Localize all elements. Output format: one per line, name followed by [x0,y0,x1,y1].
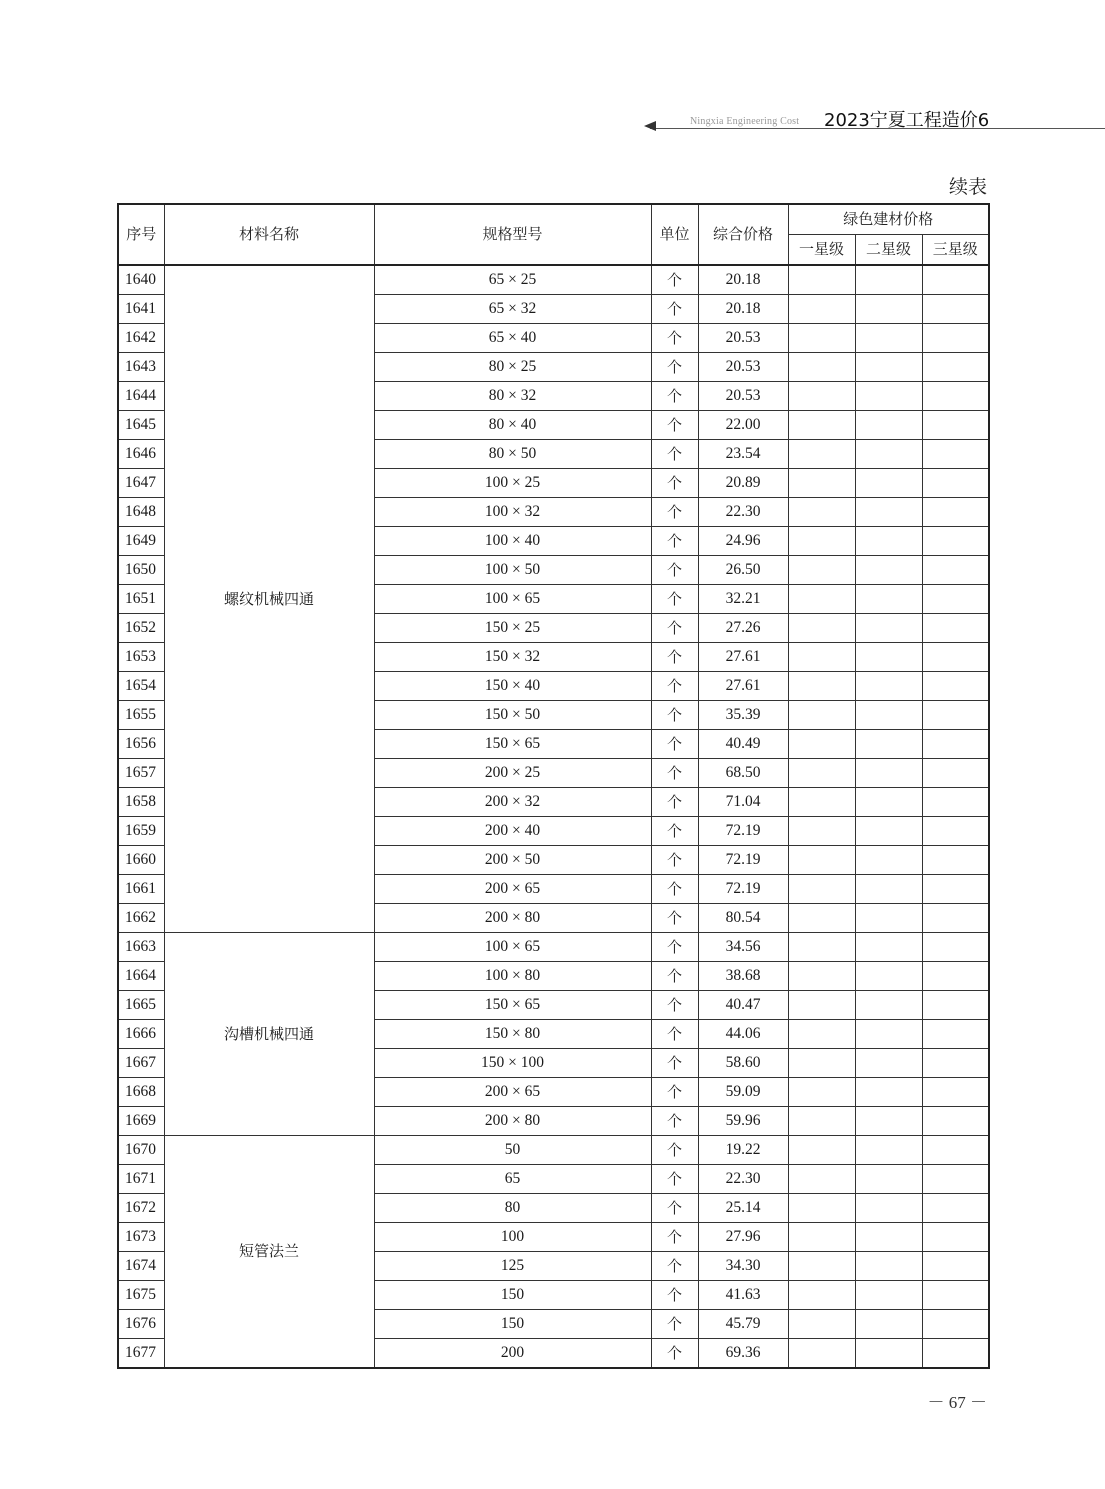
row-star1-price [788,1136,855,1165]
row-price: 35.39 [698,701,788,730]
row-star2-price [855,788,922,817]
row-spec: 150 × 25 [374,614,651,643]
table-body [118,265,989,1368]
col-header-name: 材料名称 [164,204,374,265]
row-price: 32.21 [698,585,788,614]
row-star2-price [855,817,922,846]
row-star3-price [922,1107,989,1136]
col-header-star2: 二星级 [855,235,922,266]
row-spec: 65 × 32 [374,295,651,324]
row-star3-price [922,1252,989,1281]
row-unit: 个 [651,701,698,730]
row-index: 1665 [118,991,164,1020]
row-index: 1667 [118,1049,164,1078]
row-star3-price [922,614,989,643]
row-star1-price [788,788,855,817]
row-index: 1649 [118,527,164,556]
row-star2-price [855,411,922,440]
row-star3-price [922,1194,989,1223]
row-price: 41.63 [698,1281,788,1310]
row-star1-price [788,846,855,875]
row-unit: 个 [651,730,698,759]
row-index: 1647 [118,469,164,498]
row-star3-price [922,817,989,846]
row-spec: 65 × 40 [374,324,651,353]
row-star1-price [788,730,855,759]
row-unit: 个 [651,440,698,469]
row-index: 1658 [118,788,164,817]
row-index: 1644 [118,382,164,411]
row-index: 1666 [118,1020,164,1049]
row-star2-price [855,962,922,991]
row-spec: 150 × 40 [374,672,651,701]
row-star2-price [855,382,922,411]
row-price: 20.89 [698,469,788,498]
row-spec: 200 × 65 [374,875,651,904]
row-star2-price [855,672,922,701]
row-star3-price [922,469,989,498]
row-index: 1661 [118,875,164,904]
row-star1-price [788,875,855,904]
row-unit: 个 [651,1136,698,1165]
row-spec: 100 × 32 [374,498,651,527]
row-spec: 200 × 40 [374,817,651,846]
row-spec: 80 × 40 [374,411,651,440]
row-star2-price [855,295,922,324]
row-unit: 个 [651,1223,698,1252]
row-star2-price [855,1339,922,1369]
row-star3-price [922,672,989,701]
col-header-price: 综合价格 [698,204,788,265]
row-price: 19.22 [698,1136,788,1165]
row-index: 1676 [118,1310,164,1339]
row-price: 22.30 [698,1165,788,1194]
header-english-title: Ningxia Engineering Cost [690,116,800,127]
row-price: 26.50 [698,556,788,585]
row-spec: 150 × 50 [374,701,651,730]
row-index: 1645 [118,411,164,440]
row-star3-price [922,643,989,672]
row-unit: 个 [651,933,698,962]
row-unit: 个 [651,1252,698,1281]
row-star3-price [922,933,989,962]
row-price: 24.96 [698,527,788,556]
material-name: 沟槽机械四通 [164,933,374,1136]
material-name: 短管法兰 [164,1136,374,1369]
row-star3-price [922,991,989,1020]
row-star2-price [855,1310,922,1339]
row-price: 59.09 [698,1078,788,1107]
row-star2-price [855,1223,922,1252]
row-star2-price [855,469,922,498]
row-spec: 150 × 80 [374,1020,651,1049]
row-star3-price [922,1223,989,1252]
row-price: 27.61 [698,672,788,701]
row-star3-price [922,382,989,411]
row-unit: 个 [651,1078,698,1107]
row-star2-price [855,701,922,730]
row-star3-price [922,498,989,527]
col-header-spec: 规格型号 [374,204,651,265]
row-star3-price [922,846,989,875]
row-star3-price [922,875,989,904]
row-price: 44.06 [698,1020,788,1049]
row-index: 1677 [118,1339,164,1369]
row-unit: 个 [651,817,698,846]
row-index: 1675 [118,1281,164,1310]
row-star2-price [855,440,922,469]
table-row [118,933,989,962]
row-star1-price [788,585,855,614]
row-unit: 个 [651,759,698,788]
row-spec: 150 × 100 [374,1049,651,1078]
page-number: － 67 － [927,1393,987,1412]
row-star1-price [788,1165,855,1194]
row-price: 40.49 [698,730,788,759]
row-star2-price [855,759,922,788]
row-spec: 150 × 65 [374,730,651,759]
row-index: 1652 [118,614,164,643]
row-index: 1659 [118,817,164,846]
row-spec: 100 [374,1223,651,1252]
row-star1-price [788,643,855,672]
row-star1-price [788,440,855,469]
row-star2-price [855,1107,922,1136]
row-spec: 80 × 32 [374,382,651,411]
table-row [118,265,989,295]
row-price: 80.54 [698,904,788,933]
row-unit: 个 [651,1310,698,1339]
row-star3-price [922,1049,989,1078]
row-star1-price [788,672,855,701]
row-price: 72.19 [698,817,788,846]
row-unit: 个 [651,527,698,556]
row-star2-price [855,1020,922,1049]
row-star3-price [922,962,989,991]
row-index: 1670 [118,1136,164,1165]
row-index: 1657 [118,759,164,788]
row-unit: 个 [651,382,698,411]
row-star3-price [922,556,989,585]
row-star3-price [922,295,989,324]
row-index: 1642 [118,324,164,353]
row-star2-price [855,614,922,643]
row-star2-price [855,1252,922,1281]
row-star3-price [922,1310,989,1339]
row-spec: 80 [374,1194,651,1223]
row-star3-price [922,585,989,614]
row-star3-price [922,1165,989,1194]
price-table [117,203,990,1369]
row-spec: 125 [374,1252,651,1281]
row-star3-price [922,353,989,382]
row-index: 1669 [118,1107,164,1136]
row-star2-price [855,991,922,1020]
col-header-index: 序号 [118,204,164,265]
row-star2-price [855,1194,922,1223]
row-star1-price [788,1049,855,1078]
row-unit: 个 [651,1107,698,1136]
row-star1-price [788,817,855,846]
row-index: 1672 [118,1194,164,1223]
row-index: 1655 [118,701,164,730]
row-price: 38.68 [698,962,788,991]
row-star1-price [788,353,855,382]
row-unit: 个 [651,498,698,527]
row-spec: 200 [374,1339,651,1369]
row-star1-price [788,324,855,353]
row-unit: 个 [651,585,698,614]
row-index: 1640 [118,265,164,295]
row-price: 71.04 [698,788,788,817]
row-price: 34.30 [698,1252,788,1281]
row-star1-price [788,556,855,585]
row-star3-price [922,265,989,295]
row-spec: 150 × 32 [374,643,651,672]
row-star1-price [788,904,855,933]
row-star3-price [922,324,989,353]
table-row [118,1136,989,1165]
row-star1-price [788,991,855,1020]
row-index: 1643 [118,353,164,382]
row-index: 1668 [118,1078,164,1107]
row-star1-price [788,933,855,962]
row-star1-price [788,1339,855,1369]
row-unit: 个 [651,1049,698,1078]
row-unit: 个 [651,295,698,324]
row-star1-price [788,614,855,643]
row-unit: 个 [651,875,698,904]
row-star2-price [855,846,922,875]
row-spec: 100 × 40 [374,527,651,556]
row-star2-price [855,585,922,614]
row-index: 1664 [118,962,164,991]
row-index: 1646 [118,440,164,469]
row-index: 1674 [118,1252,164,1281]
row-star3-price [922,1020,989,1049]
row-spec: 100 × 25 [374,469,651,498]
row-price: 58.60 [698,1049,788,1078]
row-price: 27.61 [698,643,788,672]
row-spec: 200 × 50 [374,846,651,875]
row-unit: 个 [651,643,698,672]
row-spec: 80 × 50 [374,440,651,469]
row-star1-price [788,411,855,440]
row-price: 69.36 [698,1339,788,1369]
row-star2-price [855,643,922,672]
row-price: 22.30 [698,498,788,527]
row-star3-price [922,1136,989,1165]
row-index: 1662 [118,904,164,933]
row-star3-price [922,701,989,730]
row-unit: 个 [651,991,698,1020]
row-price: 20.53 [698,353,788,382]
col-header-star3: 三星级 [922,235,989,266]
row-price: 20.53 [698,324,788,353]
row-star2-price [855,1165,922,1194]
row-price: 27.96 [698,1223,788,1252]
row-star1-price [788,1252,855,1281]
row-unit: 个 [651,672,698,701]
row-star2-price [855,265,922,295]
row-star1-price [788,1194,855,1223]
row-price: 34.56 [698,933,788,962]
material-name: 螺纹机械四通 [164,265,374,933]
row-star3-price [922,1339,989,1369]
row-star2-price [855,1281,922,1310]
row-unit: 个 [651,1339,698,1369]
row-price: 20.18 [698,265,788,295]
row-unit: 个 [651,904,698,933]
running-header [640,106,1105,136]
row-index: 1641 [118,295,164,324]
row-star3-price [922,1281,989,1310]
header-chinese-title: 2023宁夏工程造价6 [824,110,990,131]
row-unit: 个 [651,1194,698,1223]
row-star3-price [922,904,989,933]
row-spec: 200 × 65 [374,1078,651,1107]
row-index: 1650 [118,556,164,585]
row-spec: 150 [374,1281,651,1310]
row-star1-price [788,1310,855,1339]
row-spec: 65 [374,1165,651,1194]
row-star3-price [922,730,989,759]
row-star2-price [855,1078,922,1107]
row-star1-price [788,1078,855,1107]
row-index: 1671 [118,1165,164,1194]
row-star2-price [855,556,922,585]
row-star2-price [855,1049,922,1078]
row-star1-price [788,498,855,527]
row-price: 22.00 [698,411,788,440]
continued-label: 续表 [948,176,987,198]
row-star2-price [855,875,922,904]
row-unit: 个 [651,1165,698,1194]
row-star3-price [922,440,989,469]
row-spec: 150 × 65 [374,991,651,1020]
row-index: 1656 [118,730,164,759]
row-price: 72.19 [698,875,788,904]
row-star2-price [855,1136,922,1165]
row-star1-price [788,1223,855,1252]
row-spec: 100 × 65 [374,933,651,962]
row-index: 1673 [118,1223,164,1252]
row-unit: 个 [651,265,698,295]
row-unit: 个 [651,353,698,382]
row-index: 1654 [118,672,164,701]
row-star1-price [788,1281,855,1310]
row-price: 40.47 [698,991,788,1020]
row-star1-price [788,962,855,991]
row-unit: 个 [651,411,698,440]
row-unit: 个 [651,469,698,498]
row-index: 1660 [118,846,164,875]
row-star3-price [922,1078,989,1107]
row-star2-price [855,527,922,556]
row-spec: 200 × 80 [374,904,651,933]
row-star3-price [922,527,989,556]
row-star3-price [922,411,989,440]
row-star3-price [922,788,989,817]
row-spec: 150 [374,1310,651,1339]
row-spec: 80 × 25 [374,353,651,382]
col-header-green-price: 绿色建材价格 [788,204,989,235]
row-index: 1648 [118,498,164,527]
row-star1-price [788,527,855,556]
row-star1-price [788,701,855,730]
row-spec: 200 × 80 [374,1107,651,1136]
row-unit: 个 [651,614,698,643]
row-star1-price [788,1020,855,1049]
row-star1-price [788,759,855,788]
row-unit: 个 [651,556,698,585]
col-header-unit: 单位 [651,204,698,265]
row-price: 25.14 [698,1194,788,1223]
row-spec: 100 × 80 [374,962,651,991]
row-star1-price [788,1107,855,1136]
row-star1-price [788,265,855,295]
row-spec: 100 × 65 [374,585,651,614]
row-index: 1653 [118,643,164,672]
row-price: 27.26 [698,614,788,643]
arrow-left-icon [644,121,656,131]
row-price: 72.19 [698,846,788,875]
row-unit: 个 [651,1020,698,1049]
row-index: 1651 [118,585,164,614]
row-unit: 个 [651,846,698,875]
row-price: 23.54 [698,440,788,469]
row-price: 20.53 [698,382,788,411]
row-star3-price [922,759,989,788]
row-unit: 个 [651,324,698,353]
row-price: 20.18 [698,295,788,324]
row-spec: 50 [374,1136,651,1165]
row-unit: 个 [651,1281,698,1310]
row-unit: 个 [651,962,698,991]
row-star2-price [855,904,922,933]
row-spec: 100 × 50 [374,556,651,585]
row-star2-price [855,498,922,527]
col-header-star1: 一星级 [788,235,855,266]
row-price: 68.50 [698,759,788,788]
row-star2-price [855,353,922,382]
row-star2-price [855,730,922,759]
row-star2-price [855,324,922,353]
row-unit: 个 [651,788,698,817]
row-price: 45.79 [698,1310,788,1339]
row-star1-price [788,469,855,498]
row-price: 59.96 [698,1107,788,1136]
row-star1-price [788,295,855,324]
row-spec: 200 × 25 [374,759,651,788]
row-star2-price [855,933,922,962]
row-spec: 200 × 32 [374,788,651,817]
row-index: 1663 [118,933,164,962]
row-spec: 65 × 25 [374,265,651,295]
row-star1-price [788,382,855,411]
